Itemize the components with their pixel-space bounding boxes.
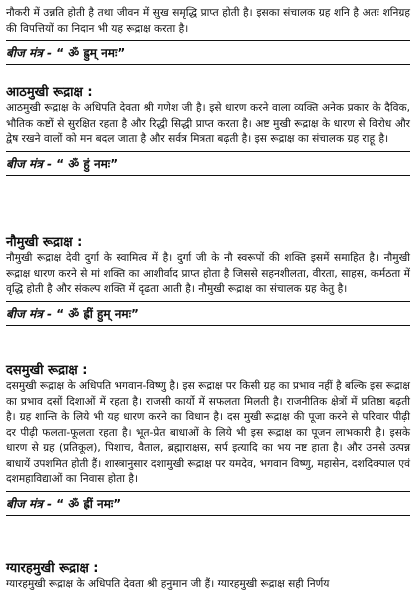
section-title: ग्यारहमुखी रूद्राक्ष : [6,561,99,576]
mantra-label: बीज मंत्र - [6,496,53,511]
mantra-line [6,306,410,322]
divider [6,515,410,516]
section-title: दसमुखी रूद्राक्ष : [6,363,88,378]
mantra-text: “ ॐ ह्रीं हुम् नमः” [56,306,139,321]
document-page [6,0,410,601]
divider [6,491,410,492]
intro-block [6,6,410,69]
mantra-label: बीज मंत्र - [6,306,53,321]
section-title: आठमुखी रूद्राक्ष : [6,85,93,100]
divider [6,325,410,326]
section-paragraph: आठमुखी रूद्राक्ष के अधिपति देवता श्री गणेश जी है। इसे धारण करने वाला व्यक्ति अनेक प्रकार के दैविक, भौतिक कष्टों से सुरक्षित रहता है और रिद्धी सिद्धी प्राप्त करता है। अष्ट मुखी रूद्राक्ष के धारण से विरोध और द्वेष रखने वालों को मन बदल जाता है और सर्वत्र मित्रता बढ़ती है। इस रूद्राक्ष का संचालक ग्रह राहू है। [6,102,410,145]
divider [6,40,410,41]
section-paragraph: ग्यारहमुखी रूद्राक्ष के अधिपति देवता श्री हनुमान जी हैं। ग्यारहमुखी रूद्राक्ष सही निर्णय [6,578,330,590]
divider [6,151,410,152]
mantra-text: “ ॐ हुं नमः” [56,156,119,171]
mantra-label: बीज मंत्र - [6,46,53,60]
mantra-text: “ ॐ ह्रुम् नमः” [56,46,126,60]
mantra-line [6,45,410,61]
section-paragraph: दसमुखी रूद्राक्ष के अधिपति भगवान-विष्णु है। इस रूद्राक्ष पर किसी ग्रह का प्रभाव नहीं है बल्कि इस रूद्राक्ष का प्रभाव दसों दिशाओं में रहता है। राजसी कार्यो में सफलता मिलती है। राजनीतिक क्षेत्रों में प्रतिष्ठा बढ़ती है। ग्रह शान्ति के लिये भी यह धारण करने का विधान है। दस मुखी रूद्राक्ष की पूजा करने से परिवार पीढ़ी दर पीढ़ी फलता-फूलता रहता है। भूत-प्रेत बाधाओं के लिये भी इस रूद्राक्ष का पूजन लाभकारी है। इसके धारण से ग्रह (प्रतिकूल), पिशाच, वैताल, ब्रह्माराक्षस, सर्प इत्यादि का भय नष्ट हाता है। और उनसे उत्पन्न बाधायें उपशमित होती हैं। शास्त्रानुसार दशामुखी रूद्राक्ष पर यमदेव, भगवान विष्णु, महासेन, दशदिक्पाल एवं दशमहाविद्याओं का निवास होता है। [6,380,410,485]
mantra-text: “ ॐ ह्रीं नमः” [56,496,122,511]
section-paragraph: नौमुखी रूद्राक्ष देवी दुर्गा के स्वामित्व में है। दुर्गा जी के नौ स्वरूपों की शक्ति इसमें समाहित है। नौमुखी रूद्राक्ष धारण करने से मां शक्ति का आशीर्वाद प्राप्त होता है जिससे सहनशीलता, वीरता, साहस, कर्मठता में वृद्धि होती है और संकल्प शक्ति में दृढता आती है। नौमुखी रूद्राक्ष का संचालक ग्रह केतु है। [6,252,410,295]
divider [6,301,410,302]
section-title: नौमुखी रूद्राक्ष : [6,235,83,250]
intro-paragraph: नौकरी में उन्नति होती है तथा जीवन में सुख समृद्धि प्राप्त होती है। इसका संचालक ग्रह शनि है अतः शनिग्रह की विपत्तियों का निदान भी यह रूद्राक्ष करता है। [6,7,410,35]
divider [6,175,410,176]
section-ten-mukhi [6,362,410,520]
mantra-line [6,156,410,172]
mantra-label: बीज मंत्र - [6,156,53,171]
mantra-line [6,496,410,512]
divider [6,64,410,65]
section-eleven-mukhi [6,560,410,593]
section-eight-mukhi [6,84,410,180]
section-nine-mukhi [6,234,410,330]
